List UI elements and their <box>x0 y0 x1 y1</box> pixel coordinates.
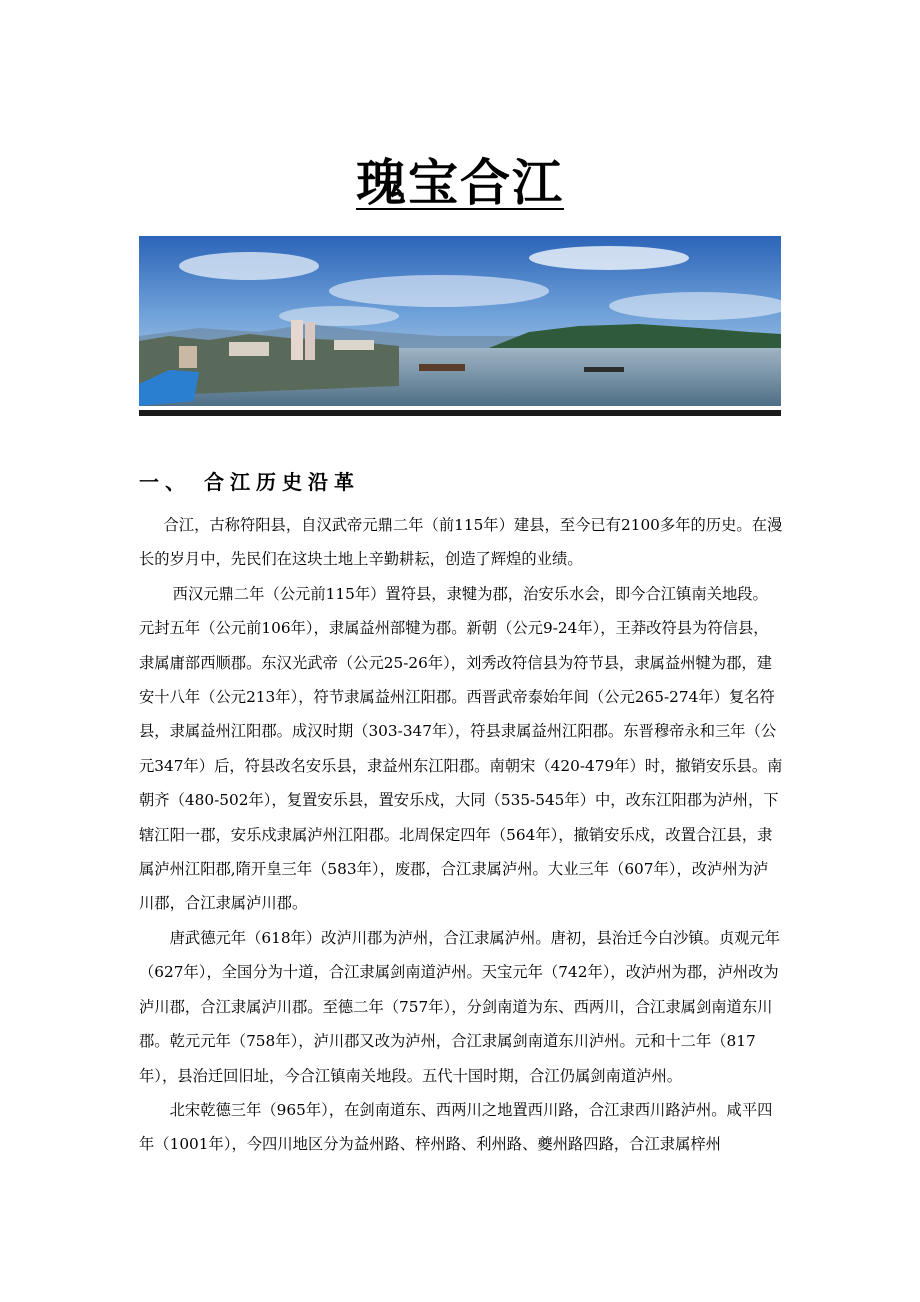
body-text <box>139 508 783 1162</box>
paragraph-1: 合江，古称符阳县，自汉武帝元鼎二年（前115年）建县，至今已有2100多年的历史。在漫长的岁月中，先民们在这块土地上辛勤耕耘，创造了辉煌的业绩。 <box>139 516 783 569</box>
section-heading: 一、 合江历史沿革 <box>139 470 360 494</box>
paragraph-4: 北宋乾德三年（965年），在剑南道东、西两川之地置西川路，合江隶西川路泸州。咸平四年（1001年），今四川地区分为益州路、梓州路、利州路、夔州路四路，合江隶属梓州 <box>139 1100 773 1154</box>
city-river-panorama-image <box>139 236 781 416</box>
banner-photo <box>139 236 781 416</box>
document-title: 瑰宝合江 <box>356 154 564 212</box>
paragraph-2: 西汉元鼎二年（公元前115年）置符县，隶犍为郡，治安乐水会，即今合江镇南关地段。元封五年（公元前106年），隶属益州部犍为郡。新朝（公元9-24年），王莽改符县为符信县，隶属庸部西顺郡。东汉光武帝（公元25-26年），刘秀改符信县为符节县，隶属益州犍为郡，建安十八年（公元213年），符节隶属益州江阳郡。西晋武帝泰始年间（公元265-274年）复名符县，隶属益州江阳郡。成汉时期（303-347年），符县隶属益州江阳郡。东晋穆帝永和三年（公元347年）后，符县改名安乐县，隶益州东江阳郡。南朝宋（420-479年）时，撤销安乐县。南朝齐（480-502年），复置安乐县，置安乐戍，大同（535-545年）中，改东江阳郡为泸州，下辖江阳一郡，安乐戍隶属泸州江阳郡。北周保定四年（564年），撤销安乐戍，改置合江县，隶属泸州江阳郡,隋开皇三年（583年），废郡，合江隶属泸州。大业三年（607年），改泸州为泸川郡，合江隶属泸川郡。 <box>139 584 783 913</box>
paragraph-3: 唐武德元年（618年）改泸川郡为泸州，合江隶属泸州。唐初，县治迁今白沙镇。贞观元年（627年），全国分为十道，合江隶属剑南道泸州。天宝元年（742年），改泸州为郡，泸州改为泸川郡，合江隶属泸川郡。至德二年（757年），分剑南道为东、西两川，合江隶属剑南道东川郡。乾元元年（758年），泸川郡又改为泸州，合江隶属剑南道东川泸州。元和十二年（817年），县治迁回旧址，今合江镇南关地段。五代十国时期，合江仍属剑南道泸州。 <box>139 928 781 1085</box>
